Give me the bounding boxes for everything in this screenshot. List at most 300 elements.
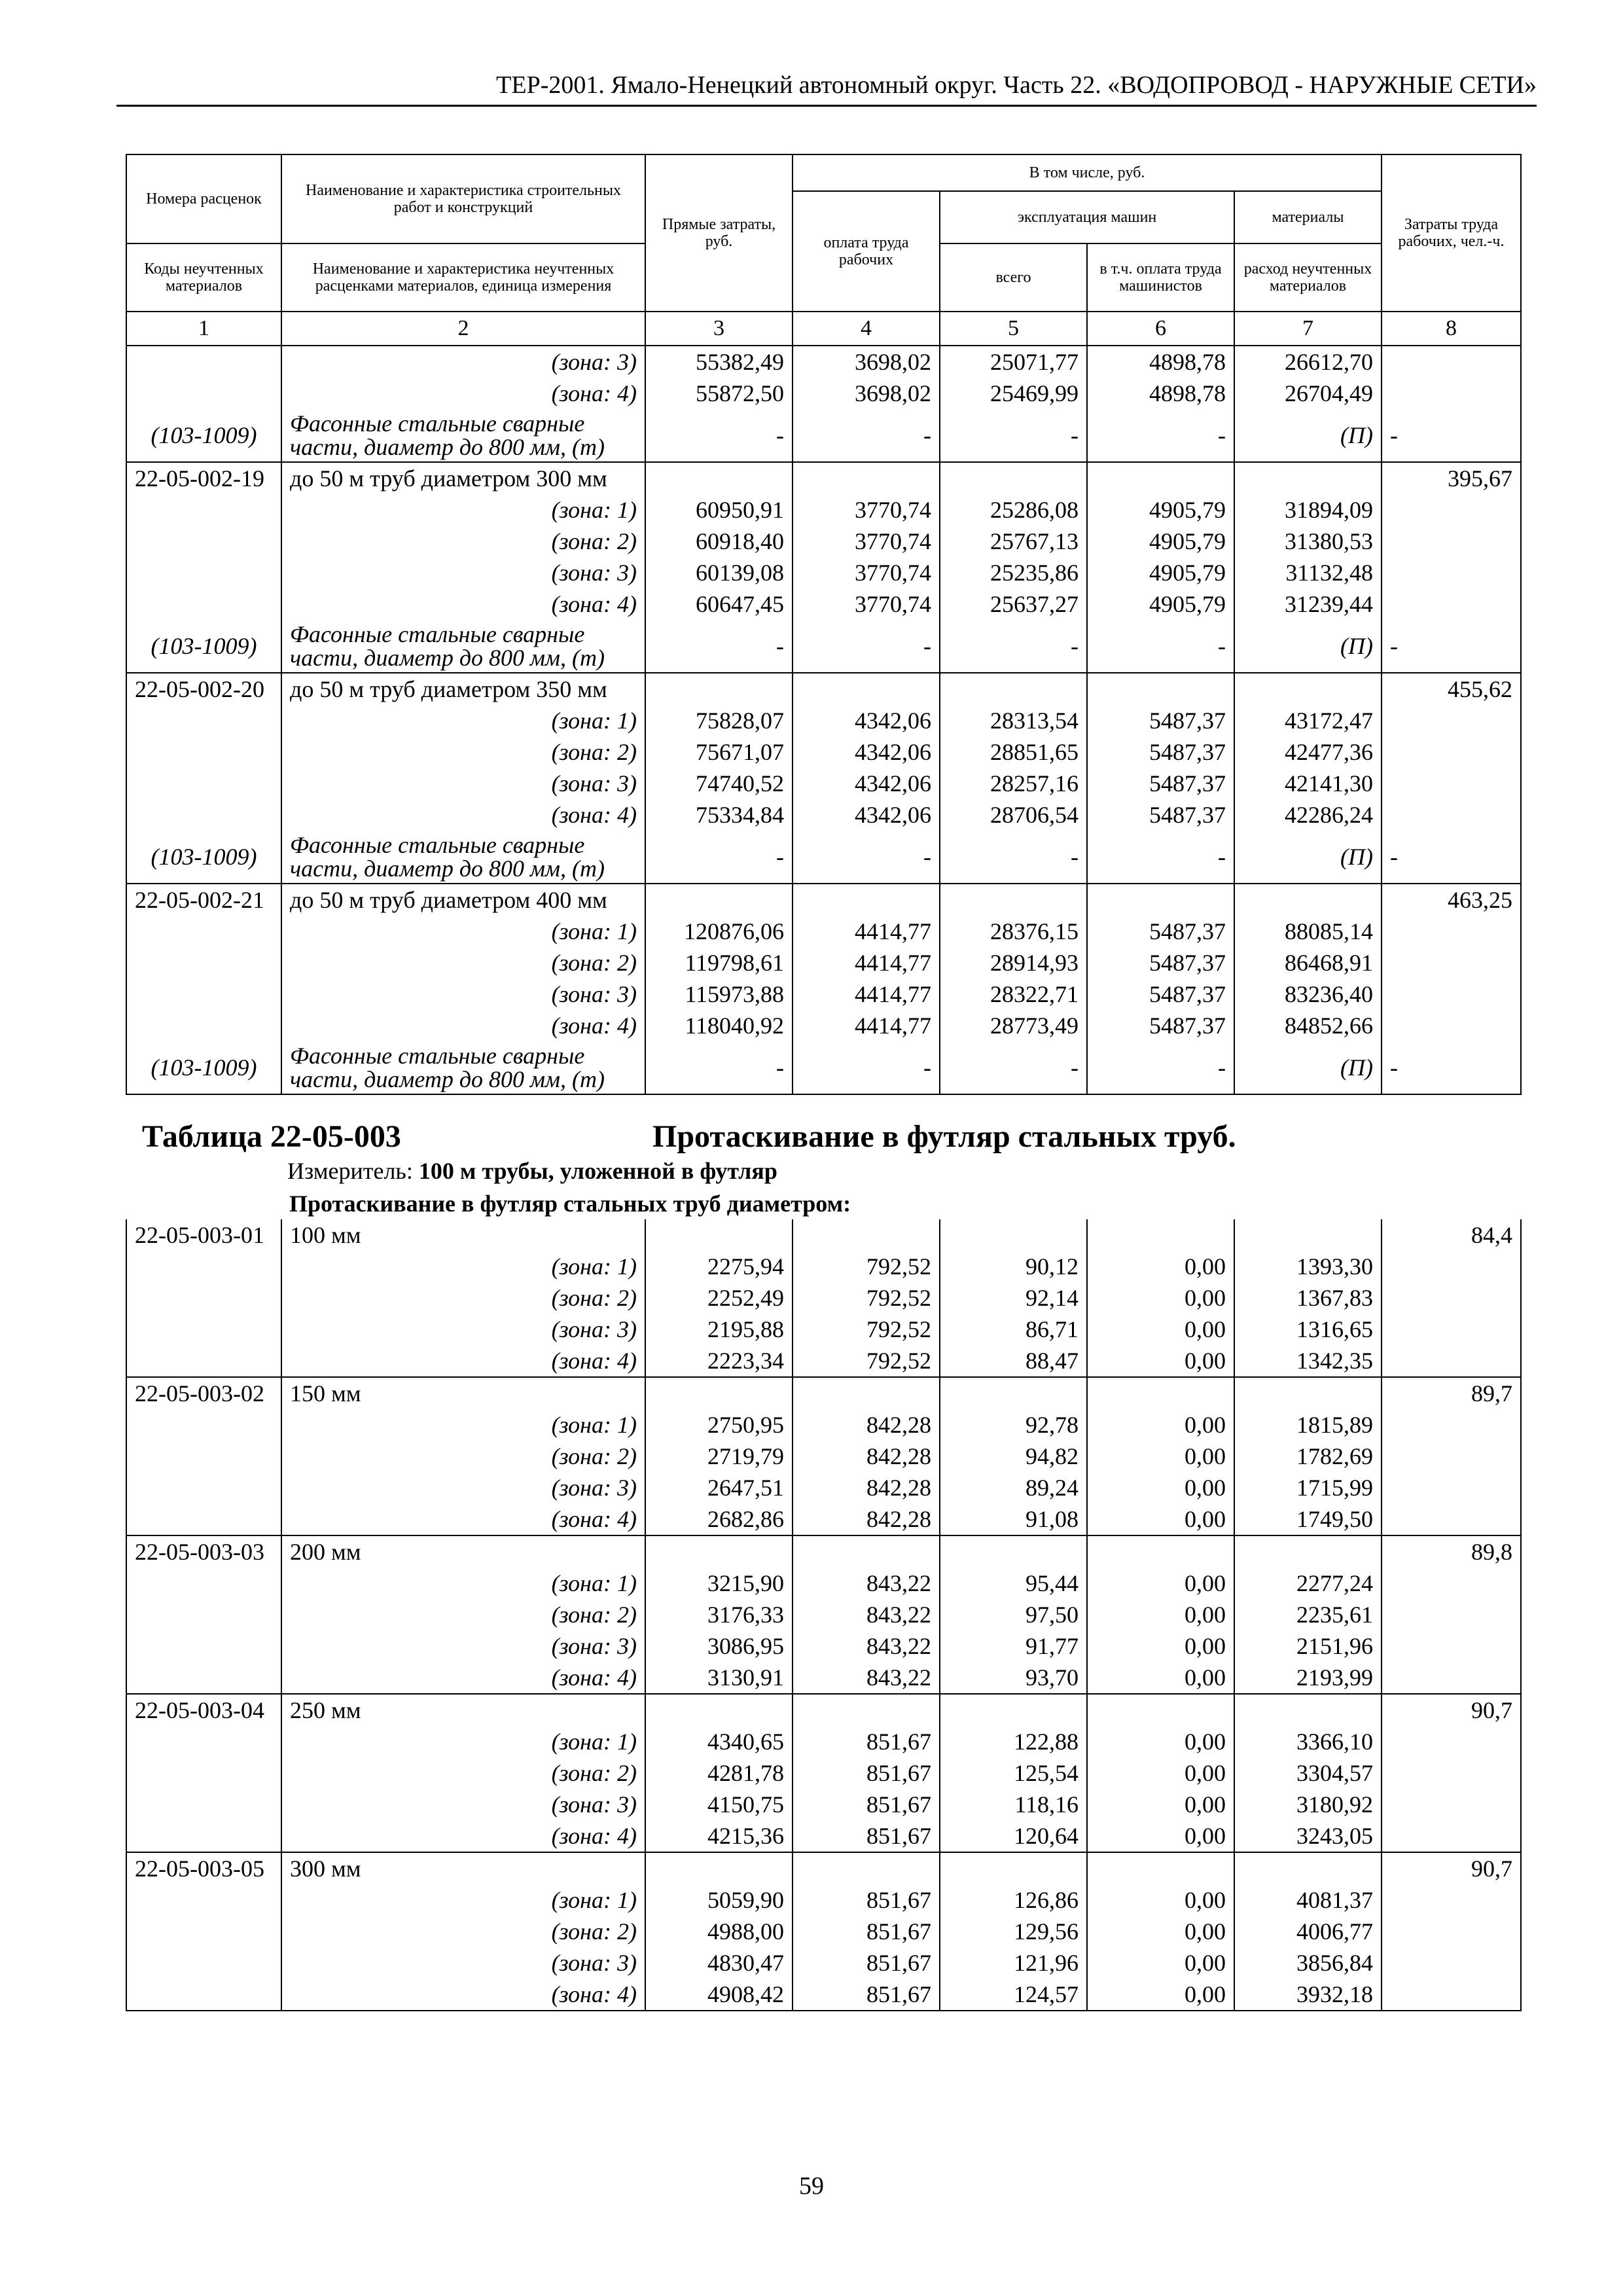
machinist-pay-value: 0,00 bbox=[1087, 1345, 1234, 1377]
empty-cell bbox=[126, 1630, 281, 1662]
zone-label: (зона: 4) bbox=[281, 1820, 645, 1852]
rate-name: 300 мм bbox=[281, 1852, 645, 1884]
empty-cell bbox=[126, 1884, 281, 1916]
zone-label: (зона: 1) bbox=[281, 705, 645, 736]
zone-label: (зона: 3) bbox=[281, 557, 645, 588]
direct-cost-value: 4988,00 bbox=[645, 1916, 793, 1947]
worker-pay-value: 4414,77 bbox=[793, 978, 940, 1010]
direct-cost-value: 119798,61 bbox=[645, 947, 793, 978]
zone-row bbox=[126, 526, 1521, 557]
rate-code: 22-05-003-03 bbox=[126, 1535, 281, 1568]
dash-cell: - bbox=[1087, 831, 1234, 884]
machinist-pay-value: 5487,37 bbox=[1087, 1010, 1234, 1041]
machinist-pay-value: 0,00 bbox=[1087, 1251, 1234, 1282]
labor-value: 89,7 bbox=[1382, 1377, 1521, 1409]
zone-label: (зона: 1) bbox=[281, 1251, 645, 1282]
dash-cell: - bbox=[645, 831, 793, 884]
empty-cell bbox=[126, 916, 281, 947]
empty-cell bbox=[1234, 1535, 1382, 1568]
table-title bbox=[142, 1095, 1505, 1157]
material-mark: (П) bbox=[1234, 1041, 1382, 1094]
machines-total-value: 25071,77 bbox=[940, 346, 1087, 378]
machinist-pay-value: 5487,37 bbox=[1087, 916, 1234, 947]
table-name: Протаскивание в футляр стальных труб. bbox=[652, 1119, 1236, 1154]
machinist-pay-value: 0,00 bbox=[1087, 1472, 1234, 1503]
column-number: 4 bbox=[793, 312, 940, 346]
empty-cell bbox=[940, 1535, 1087, 1568]
column-number: 3 bbox=[645, 312, 793, 346]
materials-value: 42477,36 bbox=[1234, 736, 1382, 768]
machinist-pay-value: 0,00 bbox=[1087, 1662, 1234, 1694]
header-col1-top: Номера расценок bbox=[126, 154, 281, 243]
worker-pay-value: 851,67 bbox=[793, 1947, 940, 1979]
empty-cell bbox=[1382, 1345, 1521, 1377]
rate-code: 22-05-003-05 bbox=[126, 1852, 281, 1884]
materials-value: 3932,18 bbox=[1234, 1979, 1382, 2011]
dash-cell: - bbox=[793, 831, 940, 884]
empty-cell bbox=[645, 1219, 793, 1251]
machinist-pay-value: 5487,37 bbox=[1087, 978, 1234, 1010]
machines-total-value: 129,56 bbox=[940, 1916, 1087, 1947]
zone-label: (зона: 1) bbox=[281, 1884, 645, 1916]
zone-label: (зона: 4) bbox=[281, 378, 645, 409]
header-machines-total: всего bbox=[940, 243, 1087, 312]
empty-cell bbox=[645, 1377, 793, 1409]
empty-cell bbox=[1382, 768, 1521, 799]
zone-label: (зона: 3) bbox=[281, 1947, 645, 1979]
empty-cell bbox=[1382, 557, 1521, 588]
direct-cost-value: 120876,06 bbox=[645, 916, 793, 947]
worker-pay-value: 3698,02 bbox=[793, 378, 940, 409]
empty-cell bbox=[126, 1820, 281, 1852]
worker-pay-value: 843,22 bbox=[793, 1630, 940, 1662]
rate-item bbox=[126, 1535, 1521, 1694]
zone-row bbox=[126, 1884, 1521, 1916]
materials-value: 1715,99 bbox=[1234, 1472, 1382, 1503]
zone-label: (зона: 3) bbox=[281, 1472, 645, 1503]
empty-cell bbox=[1382, 1662, 1521, 1694]
zone-label: (зона: 4) bbox=[281, 1979, 645, 2011]
empty-cell bbox=[1087, 673, 1234, 705]
worker-pay-value: 4414,77 bbox=[793, 947, 940, 978]
empty-cell bbox=[1382, 1441, 1521, 1472]
worker-pay-value: 792,52 bbox=[793, 1314, 940, 1345]
machinist-pay-value: 0,00 bbox=[1087, 1441, 1234, 1472]
empty-cell bbox=[793, 462, 940, 494]
materials-value: 2235,61 bbox=[1234, 1599, 1382, 1630]
materials-value: 31132,48 bbox=[1234, 557, 1382, 588]
empty-cell bbox=[126, 947, 281, 978]
empty-cell bbox=[126, 1726, 281, 1757]
materials-value: 84852,66 bbox=[1234, 1010, 1382, 1041]
direct-cost-value: 2252,49 bbox=[645, 1282, 793, 1314]
materials-value: 31894,09 bbox=[1234, 494, 1382, 526]
column-number: 2 bbox=[281, 312, 645, 346]
zone-row bbox=[126, 1630, 1521, 1662]
header-col2-top: Наименование и характеристика строительных работ и конструкций bbox=[281, 154, 645, 243]
material-row bbox=[126, 1041, 1521, 1094]
column-number: 8 bbox=[1382, 312, 1521, 346]
machines-total-value: 25235,86 bbox=[940, 557, 1087, 588]
dash-cell: - bbox=[793, 409, 940, 462]
zone-label: (зона: 2) bbox=[281, 1757, 645, 1789]
materials-value: 42286,24 bbox=[1234, 799, 1382, 831]
machinist-pay-value: 0,00 bbox=[1087, 1916, 1234, 1947]
material-row bbox=[126, 620, 1521, 673]
empty-cell bbox=[126, 1441, 281, 1472]
empty-cell bbox=[1382, 1503, 1521, 1535]
direct-cost-value: 4150,75 bbox=[645, 1789, 793, 1820]
zone-row bbox=[126, 705, 1521, 736]
empty-cell bbox=[1087, 1219, 1234, 1251]
dash-cell: - bbox=[645, 409, 793, 462]
direct-cost-value: 60918,40 bbox=[645, 526, 793, 557]
worker-pay-value: 842,28 bbox=[793, 1441, 940, 1472]
column-number: 7 bbox=[1234, 312, 1382, 346]
zone-row bbox=[126, 346, 1521, 378]
machines-total-value: 28322,71 bbox=[940, 978, 1087, 1010]
machinist-pay-value: 5487,37 bbox=[1087, 768, 1234, 799]
dash-cell: - bbox=[1087, 1041, 1234, 1094]
materials-value: 2193,99 bbox=[1234, 1662, 1382, 1694]
materials-value: 3366,10 bbox=[1234, 1726, 1382, 1757]
empty-cell bbox=[1382, 588, 1521, 620]
continued-block bbox=[126, 346, 1521, 462]
material-row bbox=[126, 409, 1521, 462]
empty-cell bbox=[940, 673, 1087, 705]
zone-label: (зона: 3) bbox=[281, 346, 645, 378]
worker-pay-value: 851,67 bbox=[793, 1820, 940, 1852]
empty-cell bbox=[126, 1251, 281, 1282]
header-rule bbox=[116, 105, 1537, 107]
dash-cell: - bbox=[1382, 831, 1521, 884]
zone-row bbox=[126, 1345, 1521, 1377]
machines-total-value: 25286,08 bbox=[940, 494, 1087, 526]
machines-total-value: 95,44 bbox=[940, 1568, 1087, 1599]
dash-cell: - bbox=[940, 620, 1087, 673]
material-mark: (П) bbox=[1234, 620, 1382, 673]
empty-cell bbox=[793, 1694, 940, 1726]
empty-cell bbox=[645, 673, 793, 705]
worker-pay-value: 843,22 bbox=[793, 1662, 940, 1694]
empty-cell bbox=[126, 1662, 281, 1694]
machinist-pay-value: 5487,37 bbox=[1087, 947, 1234, 978]
zone-row bbox=[126, 1757, 1521, 1789]
section-row bbox=[126, 1188, 1521, 1219]
machines-total-value: 28257,16 bbox=[940, 768, 1087, 799]
direct-cost-value: 74740,52 bbox=[645, 768, 793, 799]
dash-cell: - bbox=[645, 620, 793, 673]
machinist-pay-value: 0,00 bbox=[1087, 1282, 1234, 1314]
zone-row bbox=[126, 1503, 1521, 1535]
materials-value: 42141,30 bbox=[1234, 768, 1382, 799]
materials-value: 86468,91 bbox=[1234, 947, 1382, 978]
zone-label: (зона: 1) bbox=[281, 494, 645, 526]
empty-cell bbox=[1234, 673, 1382, 705]
rate-name: до 50 м труб диаметром 350 мм bbox=[281, 673, 645, 705]
worker-pay-value: 3770,74 bbox=[793, 557, 940, 588]
machines-total-value: 92,14 bbox=[940, 1282, 1087, 1314]
zone-row bbox=[126, 947, 1521, 978]
machines-total-value: 93,70 bbox=[940, 1662, 1087, 1694]
empty-cell bbox=[1382, 1916, 1521, 1947]
empty-cell bbox=[1382, 1409, 1521, 1441]
zone-label: (зона: 2) bbox=[281, 1282, 645, 1314]
machinist-pay-value: 4905,79 bbox=[1087, 494, 1234, 526]
empty-cell bbox=[126, 494, 281, 526]
direct-cost-value: 75828,07 bbox=[645, 705, 793, 736]
direct-cost-value: 55382,49 bbox=[645, 346, 793, 378]
empty-cell bbox=[126, 1599, 281, 1630]
direct-cost-value: 4340,65 bbox=[645, 1726, 793, 1757]
materials-value: 31380,53 bbox=[1234, 526, 1382, 557]
zone-label: (зона: 1) bbox=[281, 1568, 645, 1599]
machinist-pay-value: 4905,79 bbox=[1087, 557, 1234, 588]
materials-value: 26612,70 bbox=[1234, 346, 1382, 378]
machinist-pay-value: 4905,79 bbox=[1087, 588, 1234, 620]
zone-label: (зона: 2) bbox=[281, 947, 645, 978]
direct-cost-value: 75334,84 bbox=[645, 799, 793, 831]
empty-cell bbox=[1382, 1757, 1521, 1789]
empty-cell bbox=[1234, 1852, 1382, 1884]
zone-label: (зона: 1) bbox=[281, 1726, 645, 1757]
section-spacer bbox=[126, 1188, 281, 1219]
direct-cost-value: 2275,94 bbox=[645, 1251, 793, 1282]
zone-label: (зона: 3) bbox=[281, 1314, 645, 1345]
materials-value: 1342,35 bbox=[1234, 1345, 1382, 1377]
zone-label: (зона: 2) bbox=[281, 1916, 645, 1947]
machinist-pay-value: 0,00 bbox=[1087, 1503, 1234, 1535]
machinist-pay-value: 0,00 bbox=[1087, 1979, 1234, 2011]
dash-cell: - bbox=[1382, 620, 1521, 673]
worker-pay-value: 851,67 bbox=[793, 1884, 940, 1916]
zone-label: (зона: 4) bbox=[281, 799, 645, 831]
empty-cell bbox=[1382, 978, 1521, 1010]
materials-value: 4006,77 bbox=[1234, 1916, 1382, 1947]
labor-value: 89,8 bbox=[1382, 1535, 1521, 1568]
empty-cell bbox=[940, 884, 1087, 916]
empty-cell bbox=[645, 884, 793, 916]
rate-code: 22-05-003-02 bbox=[126, 1377, 281, 1409]
direct-cost-value: 3086,95 bbox=[645, 1630, 793, 1662]
empty-cell bbox=[1234, 1219, 1382, 1251]
table-003-title bbox=[126, 1094, 1521, 1219]
materials-value: 2277,24 bbox=[1234, 1568, 1382, 1599]
empty-cell bbox=[1382, 1789, 1521, 1820]
dash-cell: - bbox=[793, 620, 940, 673]
measure-line bbox=[142, 1157, 1505, 1185]
labor-value: 84,4 bbox=[1382, 1219, 1521, 1251]
zone-label: (зона: 3) bbox=[281, 768, 645, 799]
machinist-pay-value: 0,00 bbox=[1087, 1599, 1234, 1630]
dash-cell: - bbox=[1087, 620, 1234, 673]
empty-cell bbox=[1382, 1314, 1521, 1345]
header-labor-costs: Затраты труда рабочих, чел.-ч. bbox=[1382, 154, 1521, 312]
machines-total-value: 28851,65 bbox=[940, 736, 1087, 768]
labor-value: 463,25 bbox=[1382, 884, 1521, 916]
dash-cell: - bbox=[940, 1041, 1087, 1094]
machines-total-value: 28914,93 bbox=[940, 947, 1087, 978]
empty-cell bbox=[126, 1409, 281, 1441]
header-unaccounted-materials: расход неучтенных материалов bbox=[1234, 243, 1382, 312]
material-code: (103-1009) bbox=[126, 620, 281, 673]
zone-label: (зона: 1) bbox=[281, 1409, 645, 1441]
worker-pay-value: 4414,77 bbox=[793, 1010, 940, 1041]
empty-cell bbox=[126, 378, 281, 409]
machines-total-value: 28773,49 bbox=[940, 1010, 1087, 1041]
empty-cell bbox=[1382, 1472, 1521, 1503]
dash-cell: - bbox=[940, 831, 1087, 884]
worker-pay-value: 4414,77 bbox=[793, 916, 940, 947]
materials-value: 1367,83 bbox=[1234, 1282, 1382, 1314]
empty-cell bbox=[1382, 1599, 1521, 1630]
zone-row bbox=[126, 1282, 1521, 1314]
machines-total-value: 28376,15 bbox=[940, 916, 1087, 947]
machines-total-value: 28706,54 bbox=[940, 799, 1087, 831]
direct-cost-value: 2195,88 bbox=[645, 1314, 793, 1345]
rate-title-row bbox=[126, 1694, 1521, 1726]
machines-total-value: 91,08 bbox=[940, 1503, 1087, 1535]
worker-pay-value: 851,67 bbox=[793, 1916, 940, 1947]
rate-code: 22-05-003-04 bbox=[126, 1694, 281, 1726]
dash-cell: - bbox=[1382, 409, 1521, 462]
empty-cell bbox=[1234, 884, 1382, 916]
material-code: (103-1009) bbox=[126, 831, 281, 884]
direct-cost-value: 3215,90 bbox=[645, 1568, 793, 1599]
worker-pay-value: 851,67 bbox=[793, 1979, 940, 2011]
empty-cell bbox=[1382, 799, 1521, 831]
empty-cell bbox=[1234, 1377, 1382, 1409]
worker-pay-value: 851,67 bbox=[793, 1726, 940, 1757]
rate-title-row bbox=[126, 1219, 1521, 1251]
direct-cost-value: 2223,34 bbox=[645, 1345, 793, 1377]
empty-cell bbox=[1382, 494, 1521, 526]
empty-cell bbox=[940, 1219, 1087, 1251]
zone-label: (зона: 4) bbox=[281, 1010, 645, 1041]
rate-item bbox=[126, 1219, 1521, 1377]
rate-name: 150 мм bbox=[281, 1377, 645, 1409]
materials-value: 1749,50 bbox=[1234, 1503, 1382, 1535]
direct-cost-value: 60139,08 bbox=[645, 557, 793, 588]
direct-cost-value: 2682,86 bbox=[645, 1503, 793, 1535]
machines-total-value: 124,57 bbox=[940, 1979, 1087, 2011]
material-name: Фасонные стальные сварные части, диаметр до 800 мм, (т) bbox=[281, 831, 645, 884]
zone-label: (зона: 3) bbox=[281, 1789, 645, 1820]
zone-label: (зона: 2) bbox=[281, 1441, 645, 1472]
rate-name: 200 мм bbox=[281, 1535, 645, 1568]
worker-pay-value: 851,67 bbox=[793, 1789, 940, 1820]
empty-cell bbox=[645, 1535, 793, 1568]
empty-cell bbox=[940, 1694, 1087, 1726]
empty-cell bbox=[793, 884, 940, 916]
empty-cell bbox=[1382, 736, 1521, 768]
zone-row bbox=[126, 736, 1521, 768]
materials-value: 1782,69 bbox=[1234, 1441, 1382, 1472]
machines-total-value: 25637,27 bbox=[940, 588, 1087, 620]
worker-pay-value: 843,22 bbox=[793, 1568, 940, 1599]
zone-row bbox=[126, 1662, 1521, 1694]
worker-pay-value: 842,28 bbox=[793, 1472, 940, 1503]
measure-value: 100 м трубы, уложенной в футляр bbox=[418, 1158, 777, 1184]
section-title: Протаскивание в футляр стальных труб диаметром: bbox=[289, 1191, 851, 1217]
empty-cell bbox=[940, 462, 1087, 494]
material-row bbox=[126, 831, 1521, 884]
zone-row bbox=[126, 1010, 1521, 1041]
material-mark: (П) bbox=[1234, 831, 1382, 884]
machines-total-value: 125,54 bbox=[940, 1757, 1087, 1789]
header-direct-costs: Прямые затраты, руб. bbox=[645, 154, 793, 312]
empty-cell bbox=[1382, 1630, 1521, 1662]
zone-row bbox=[126, 799, 1521, 831]
empty-cell bbox=[793, 673, 940, 705]
empty-cell bbox=[1382, 1010, 1521, 1041]
rate-code: 22-05-003-01 bbox=[126, 1219, 281, 1251]
direct-cost-value: 2719,79 bbox=[645, 1441, 793, 1472]
machines-total-value: 122,88 bbox=[940, 1726, 1087, 1757]
direct-cost-value: 60647,45 bbox=[645, 588, 793, 620]
direct-cost-value: 5059,90 bbox=[645, 1884, 793, 1916]
table-title-cell bbox=[126, 1094, 1521, 1188]
empty-cell bbox=[1382, 1947, 1521, 1979]
rate-code: 22-05-002-19 bbox=[126, 462, 281, 494]
material-code: (103-1009) bbox=[126, 409, 281, 462]
empty-cell bbox=[1382, 1251, 1521, 1282]
empty-cell bbox=[1234, 462, 1382, 494]
direct-cost-value: 3130,91 bbox=[645, 1662, 793, 1694]
measure-label: Измеритель: bbox=[287, 1158, 413, 1184]
material-name: Фасонные стальные сварные части, диаметр до 800 мм, (т) bbox=[281, 620, 645, 673]
materials-value: 43172,47 bbox=[1234, 705, 1382, 736]
zone-row bbox=[126, 916, 1521, 947]
dash-cell: - bbox=[1382, 1041, 1521, 1094]
zone-row bbox=[126, 1568, 1521, 1599]
machinist-pay-value: 0,00 bbox=[1087, 1630, 1234, 1662]
machines-total-value: 97,50 bbox=[940, 1599, 1087, 1630]
rate-title-row bbox=[126, 462, 1521, 494]
rate-name: 100 мм bbox=[281, 1219, 645, 1251]
machines-total-value: 92,78 bbox=[940, 1409, 1087, 1441]
machines-total-value: 126,86 bbox=[940, 1884, 1087, 1916]
empty-cell bbox=[1382, 346, 1521, 378]
empty-cell bbox=[1382, 1820, 1521, 1852]
running-head: ТЕР-2001. Ямало-Ненецкий автономный округ. Часть 22. «ВОДОПРОВОД - НАРУЖНЫЕ СЕТИ» bbox=[496, 71, 1537, 99]
zone-row bbox=[126, 588, 1521, 620]
machinist-pay-value: 5487,37 bbox=[1087, 799, 1234, 831]
empty-cell bbox=[126, 557, 281, 588]
zone-row bbox=[126, 1472, 1521, 1503]
rate-title-row bbox=[126, 1377, 1521, 1409]
direct-cost-value: 55872,50 bbox=[645, 378, 793, 409]
machinist-pay-value: 0,00 bbox=[1087, 1568, 1234, 1599]
direct-cost-value: 118040,92 bbox=[645, 1010, 793, 1041]
empty-cell bbox=[126, 1979, 281, 2011]
worker-pay-value: 792,52 bbox=[793, 1251, 940, 1282]
rates-table bbox=[126, 154, 1522, 2011]
zone-label: (зона: 2) bbox=[281, 736, 645, 768]
worker-pay-value: 3770,74 bbox=[793, 494, 940, 526]
worker-pay-value: 792,52 bbox=[793, 1345, 940, 1377]
machinist-pay-value: 5487,37 bbox=[1087, 705, 1234, 736]
materials-value: 31239,44 bbox=[1234, 588, 1382, 620]
empty-cell bbox=[1087, 1535, 1234, 1568]
rate-name: до 50 м труб диаметром 400 мм bbox=[281, 884, 645, 916]
empty-cell bbox=[126, 768, 281, 799]
column-number: 1 bbox=[126, 312, 281, 346]
empty-cell bbox=[126, 526, 281, 557]
empty-cell bbox=[126, 1282, 281, 1314]
dash-cell: - bbox=[1087, 409, 1234, 462]
zone-label: (зона: 2) bbox=[281, 1599, 645, 1630]
